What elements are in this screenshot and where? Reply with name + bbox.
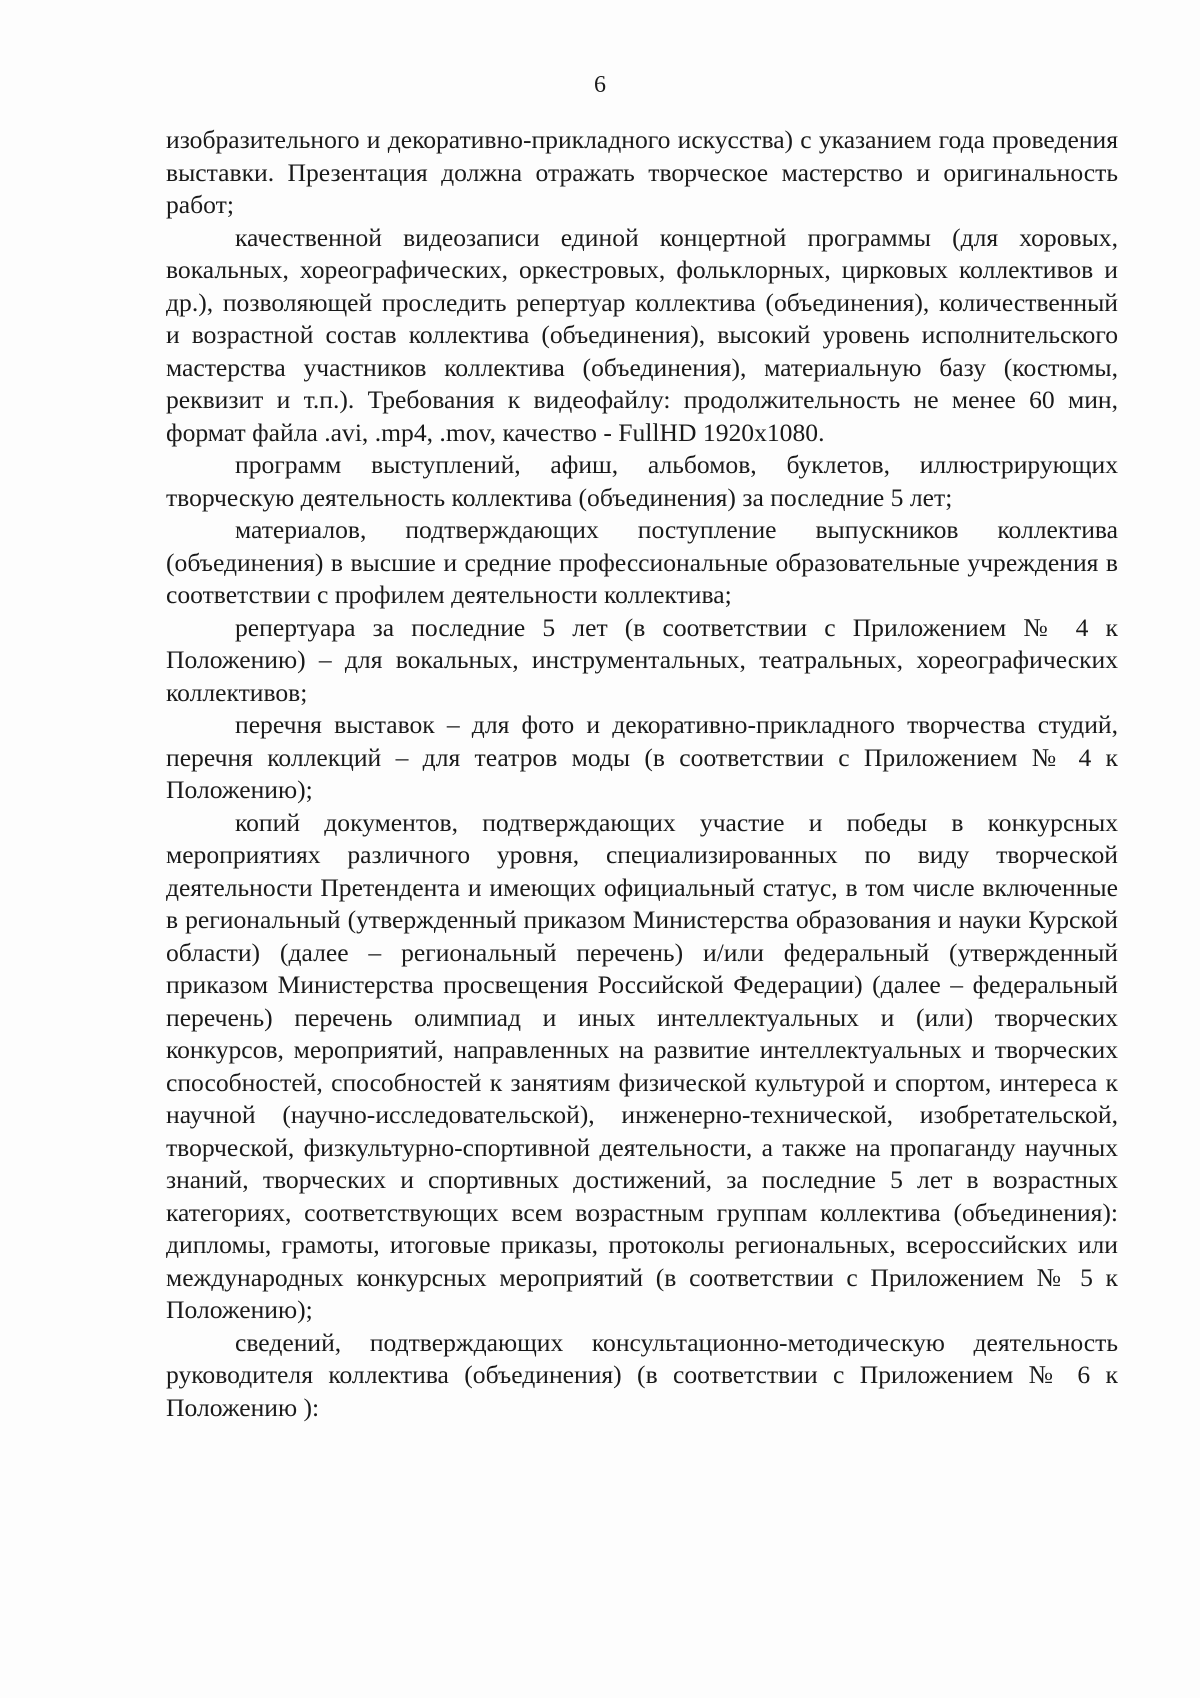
paragraph-document-copies: копий документов, подтверждающих участие и победы в конкурсных мероприятиях различного уровня, специализированных по виду творческой деятельности Претендента и имеющих официальный статус, в том числе включенные в региональный (утвержденный приказом Министерства образования и науки Курской области) (далее – региональный перечень) и/или федеральный (утвержденный приказом Министерства просвещения Российской Федерации) (далее – федеральный перечень) перечень олимпиад и иных интеллектуальных и (или) творческих конкурсов, мероприятий, направленных на развитие интеллектуальных и творческих способностей, способностей к занятиям физической культурой и спортом, интереса к научной (научно-исследовательской), инженерно-технической, изобретательской, творческой, физкультурно-спортивной деятельности, а также на пропаганду научных знаний, творческих и спортивных достижений, за последние 5 лет в возрастных категориях, соответствующих всем возрастным группам коллектива (объединения): дипломы, грамоты, итоговые приказы, протоколы региональных, всероссийских или международных конкурсных мероприятий (в соответствии с Приложением № 5 к Положению);	[166, 807, 1118, 1324]
paragraph-methodical-activity: сведений, подтверждающих консультационно-методическую деятельность руководителя коллектива (объединения) (в соответствии с Приложением № 6 к Положению ):	[166, 1327, 1118, 1422]
paragraph-exhibitions-list: перечня выставок – для фото и декоративно-прикладного творчества студий, перечня коллекций – для театров моды (в соответствии с Приложением № 4 к Положению);	[166, 710, 1118, 804]
page-number: 6	[594, 72, 606, 98]
paragraph-graduates-materials: материалов, подтверждающих поступление выпускников коллектива (объединения) в высшие и средние профессиональные образовательные учреждения в соответствии с профилем деятельности коллектива;	[166, 515, 1118, 609]
paragraph-video-recording: качественной видеозаписи единой концертной программы (для хоровых, вокальных, хореографических, оркестровых, фольклорных, цирковых коллективов и др.), позволяющей проследить репертуар коллектива (объединения), количественный и возрастной состав коллектива (объединения), высокий уровень исполнительского мастерства участников коллектива (объединения), материальную базу (костюмы, реквизит и т.п.). Требования к видеофайлу: продолжительность не менее 60 мин, формат файла .avi, .mp4, .mov, качество - FullHD 1920x1080.	[166, 222, 1118, 447]
document-body	[166, 124, 1118, 1424]
paragraph-presentation-end: изобразительного и декоративно-прикладного искусства) с указанием года проведения выставки. Презентация должна отражать творческое мастерство и оригинальность работ;	[166, 125, 1118, 219]
paragraph-programs-posters: программ выступлений, афиш, альбомов, буклетов, иллюстрирующих творческую деятельность коллектива (объединения) за последние 5 лет;	[166, 450, 1118, 512]
paragraph-repertoire: репертуара за последние 5 лет (в соответствии с Приложением № 4 к Положению) – для вокальных, инструментальных, театральных, хореографических коллективов;	[166, 612, 1118, 707]
